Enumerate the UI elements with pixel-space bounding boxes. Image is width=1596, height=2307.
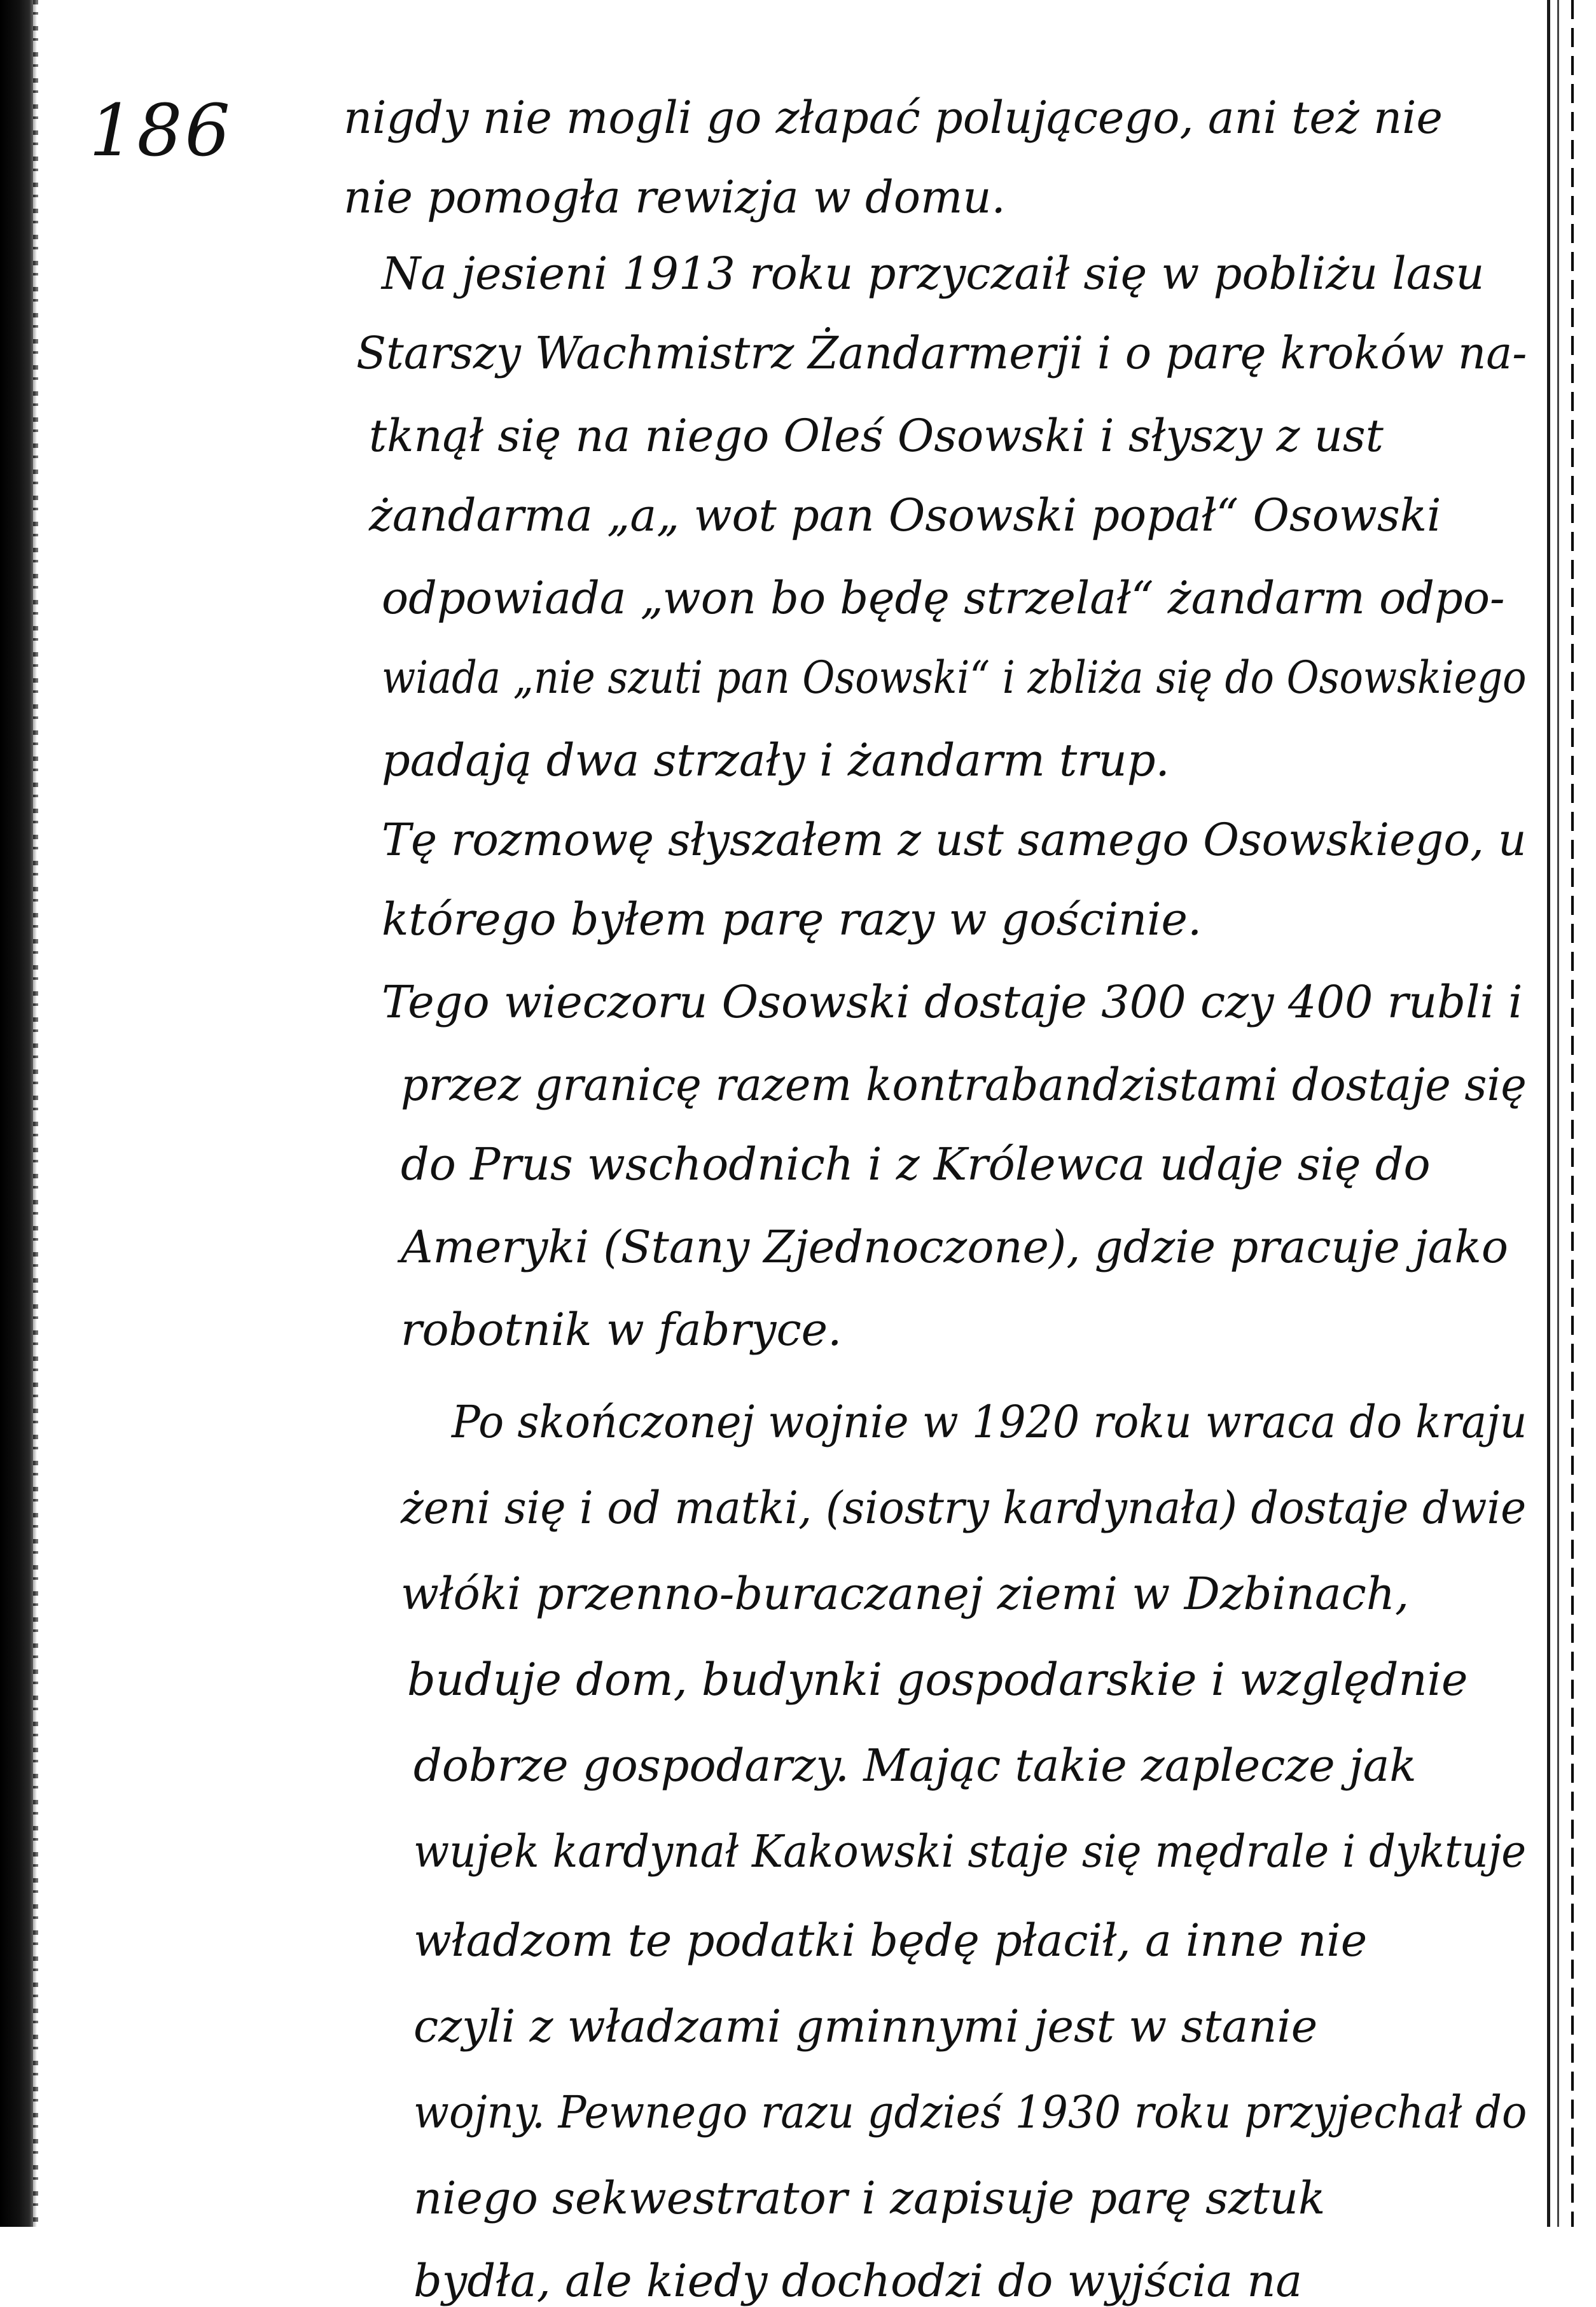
text-line: Na jesieni 1913 roku przyczaił się w pobliżu lasu [382,247,1485,300]
text-line: władzom te podatki będę płacił, a inne nie [413,1914,1368,1967]
page-edge-right [1547,0,1550,2227]
page-edge-right-inner [1557,0,1559,2227]
text-line: Po skończonej wojnie w 1920 roku wraca do kraju [452,1396,1527,1448]
text-line: którego byłem parę razy w gościnie. [382,893,1202,945]
text-line: żandarma „a„ wot pan Osowski popał“ Osowski [369,489,1441,541]
text-line: odpowiada „won bo będę strzelał“ żandarm odpo- [382,572,1505,624]
text-line: nigdy nie mogli go złapać polującego, ani też nie [343,92,1443,144]
text-line: bydła, ale kiedy dochodzi do wyjścia na [413,2255,1303,2307]
text-line: Ameryki (Stany Zjednoczone), gdzie pracuje jako [401,1221,1509,1273]
text-line: robotnik w fabryce. [401,1304,842,1356]
text-line: do Prus wschodnich i z Królewca udaje się do [401,1138,1431,1190]
text-line: Tę rozmowę słyszałem z ust samego Osowskiego, u [382,814,1527,866]
text-line: czyli z władzami gminnymi jest w stanie [413,2000,1318,2053]
scanner-edge-left [0,0,37,2227]
text-line: niego sekwestrator i zapisuje parę sztuk [413,2172,1326,2224]
page-number: 186 [89,90,233,172]
text-line: Starszy Wachmistrz Żandarmerji i o parę kroków na- [356,327,1527,379]
text-line: wojny. Pewnego razu gdzieś 1930 roku przyjechał do [413,2086,1527,2138]
scanner-edge-speckle [33,0,38,2227]
text-line: wiada „nie szuti pan Osowski“ i zbliża się do Osowskiego [382,652,1527,704]
text-line: nie pomogła rewizja w domu. [343,171,1006,223]
text-line: padają dwa strzały i żandarm trup. [382,734,1170,786]
text-line: tknął się na niego Oleś Osowski i słyszy z ust [369,410,1384,462]
text-line: przez granicę razem kontrabandzistami dostaje się [401,1059,1527,1111]
text-line: wujek kardynał Kakowski staje się mędrale i dyktuje [413,1825,1527,1878]
text-line: żeni się i od matki, (siostry kardynała) dostaje dwie [401,1482,1527,1534]
page-edge-right-outer [1571,0,1574,2227]
text-line: włóki przenno-buraczanej ziemi w Dzbinach, [401,1568,1410,1620]
text-line: dobrze gospodarzy. Mając takie zaplecze jak [413,1739,1417,1792]
text-line: Tego wieczoru Osowski dostaje 300 czy 400 rubli i [382,976,1523,1028]
text-line: buduje dom, budynki gospodarskie i względnie [407,1654,1468,1706]
